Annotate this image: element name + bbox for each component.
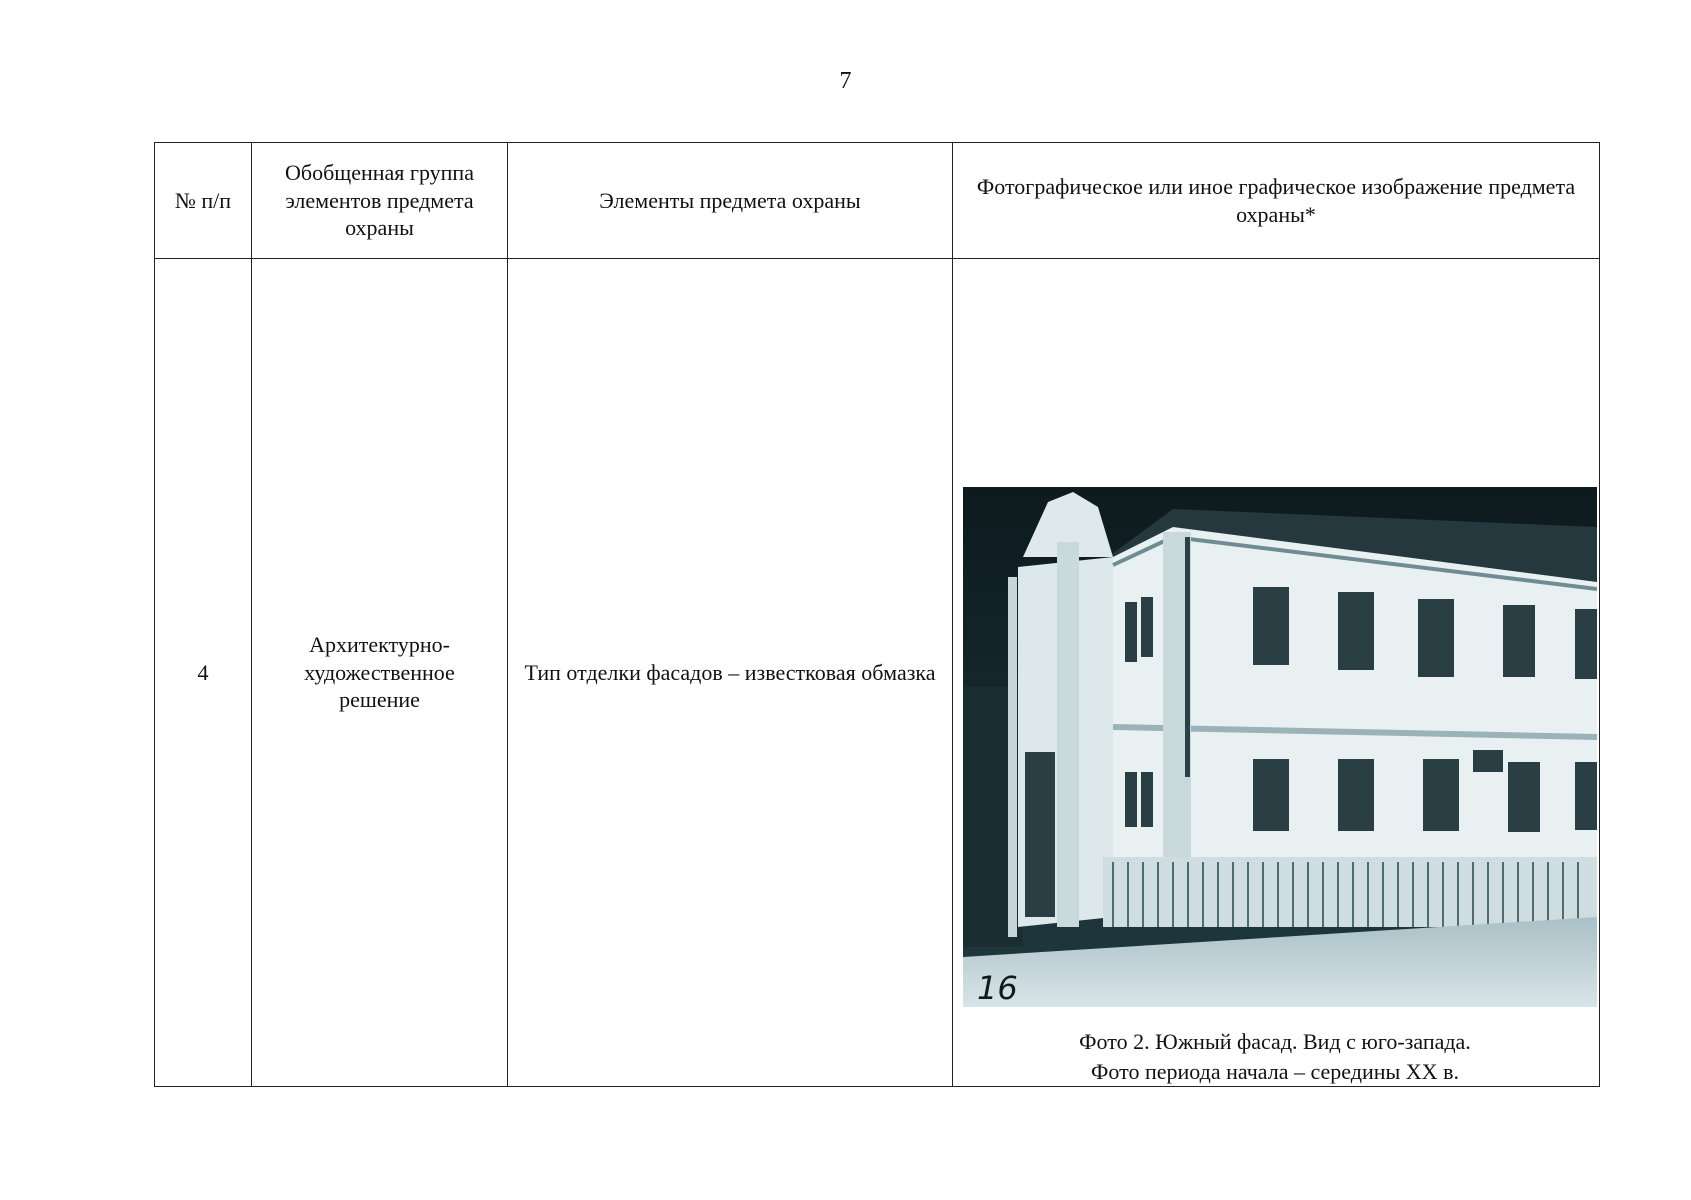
row-elements: Тип отделки фасадов – известковая обмазка [508,259,953,1087]
header-num: № п/п [155,143,252,259]
table-header-row [155,143,1600,259]
photo-caption [963,1027,1587,1086]
header-photo: Фотографическое или иное графическое изображение предмета охраны* [953,143,1600,259]
page-number: 7 [839,68,852,94]
photo-mark: 16 [977,969,1018,1007]
protection-subject-table [154,142,1600,1087]
row-group: Архитектурно-художественное решение [252,259,508,1087]
caption-line-1: Фото 2. Южный фасад. Вид с юго-запада. [1079,1029,1471,1054]
header-group: Обобщенная группа элементов предмета охраны [252,143,508,259]
caption-line-2: Фото периода начала – середины XX в. [1091,1058,1459,1084]
table-row [155,259,1600,1087]
header-elements: Элементы предмета охраны [508,143,953,259]
row-num: 4 [155,259,252,1087]
row-photo-cell [953,259,1600,1087]
building-photo [963,487,1597,1007]
